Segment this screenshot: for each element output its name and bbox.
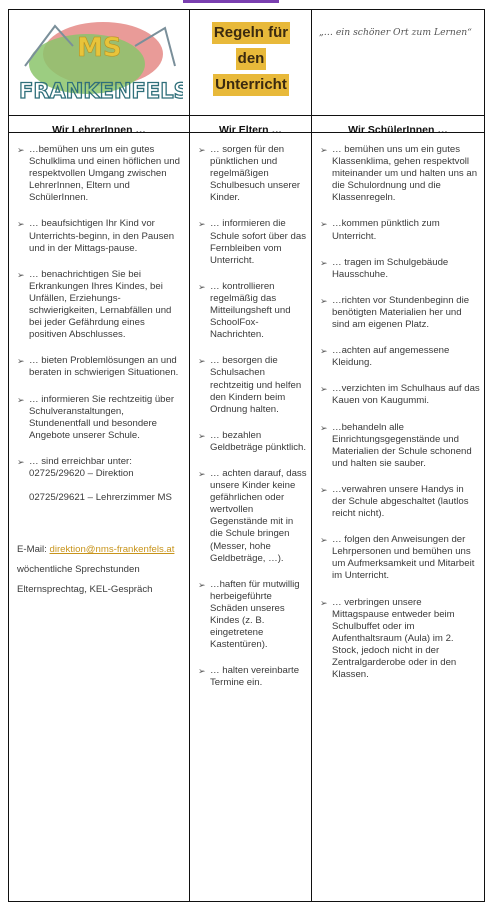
- column-heading-parents: Wir Eltern …: [219, 124, 282, 136]
- svg-text:MS: MS: [77, 33, 122, 63]
- arrow-bullet-icon: ➢: [320, 422, 328, 433]
- teachers-column: [17, 144, 183, 605]
- list-item: ➢ … besorgen die Schulsachen rechtzeitig und helfen den Kindern beim Ordnung halten.: [198, 355, 302, 415]
- parents-column: [198, 144, 308, 703]
- arrow-bullet-icon: ➢: [320, 346, 328, 357]
- column-divider: [189, 10, 190, 901]
- arrow-bullet-icon: ➢: [320, 145, 328, 155]
- list-item: ➢ …behandeln alle Einrichtungsgegenstände und Materialien der Schule schonend und halten sie sauber.: [320, 421, 472, 469]
- list-item: ➢ … bezahlen Geldbeträge pünktlich.: [198, 429, 306, 453]
- arrow-bullet-icon: ➢: [17, 145, 25, 155]
- arrow-bullet-icon: ➢: [198, 219, 206, 230]
- list-item: ➢ … halten vereinbarte Termine ein.: [198, 665, 300, 689]
- title-line: den: [236, 48, 267, 70]
- list-item: ➢ …haften für mutwillig herbeigeführte Schäden unseres Kindes (z. B. eingetretene Kastentüren).: [198, 578, 300, 651]
- arrow-bullet-icon: ➢: [17, 269, 25, 280]
- arrow-bullet-icon: ➢: [17, 394, 25, 405]
- motto-quote: „… ein schöner Ort zum Lernen“: [319, 27, 472, 38]
- office-hours: wöchentliche Sprechstunden: [17, 564, 140, 576]
- list-item: ➢ … sind erreichbar unter: 02725/29620 – Direktion 02725/29621 – Lehrerzimmer MS: [17, 455, 172, 504]
- title-line: Regeln für: [212, 22, 290, 44]
- rules-document: [8, 9, 485, 902]
- list-item: ➢ … sorgen für den pünktlichen und regelmäßigen Schulbesuch unserer Kinder.: [198, 144, 301, 204]
- arrow-bullet-icon: ➢: [320, 484, 328, 495]
- arrow-bullet-icon: ➢: [320, 384, 328, 395]
- arrow-bullet-icon: ➢: [320, 257, 328, 268]
- email-line: E-Mail: direktion@nms-frankenfels.at: [17, 544, 175, 556]
- phone-lehrerzimmer: 02725/29621 – Lehrerzimmer MS: [29, 492, 172, 504]
- list-item: ➢ … bemühen uns um ein gutes Klassenklima, gehen respektvoll miteinander um und halten uns an die Schulordnung und die Klassenregeln.: [320, 144, 478, 204]
- list-item: ➢ …bemühen uns um ein gutes Schulklima und einen höflichen und respektvollen Umgang zwischen LehrerInnen, Eltern und SchülerInnen.: [17, 144, 180, 204]
- page-title: [191, 20, 311, 120]
- arrow-bullet-icon: ➢: [17, 456, 25, 467]
- list-item: ➢ …achten auf angemessene Kleidung.: [320, 345, 450, 369]
- list-item: ➢ … bieten Problemlösungen an und beraten in schwierigen Situationen.: [17, 355, 179, 379]
- arrow-bullet-icon: ➢: [198, 145, 206, 155]
- list-item: ➢ … verbringen unsere Mittagspause entweder beim Schulbuffet oder im Aufenthaltsraum (Aula) im 2. Stock, jedoch nicht in der Zentralgarderobe oder in den Klassen.: [320, 596, 457, 681]
- list-item: ➢ … achten darauf, dass unsere Kinder keine gefährlichen oder wertvollen Gegenstände mit in die Schule bringen (Messer, hohe Geldbeträge, …).: [198, 467, 307, 564]
- list-item: ➢ … tragen im Schulgebäude Hausschuhe.: [320, 256, 449, 280]
- title-line: Unterricht: [213, 74, 289, 96]
- list-item: ➢ …verzichten im Schulhaus auf das Kauen von Kaugummi.: [320, 383, 480, 407]
- list-item: ➢ … informieren die Schule sofort über das Fernbleiben vom Unterricht.: [198, 218, 306, 266]
- arrow-bullet-icon: ➢: [198, 430, 206, 441]
- parent-meeting: Elternsprechtag, KEL-Gespräch: [17, 584, 153, 596]
- list-item: ➢ … beaufsichtigen Ihr Kind vor Unterrichts-beginn, in den Pausen und in der Mittags-pause.: [17, 218, 175, 254]
- top-accent-bar: [183, 0, 279, 3]
- list-item: ➢ …verwahren unsere Handys in der Schule abgeschaltet (lautlos reicht nicht).: [320, 483, 469, 520]
- arrow-bullet-icon: ➢: [17, 219, 25, 230]
- phone-direktion: 02725/29620 – Direktion: [29, 467, 134, 479]
- arrow-bullet-icon: ➢: [320, 295, 328, 306]
- school-logo: [15, 16, 183, 116]
- list-item: ➢ … folgen den Anweisungen der Lehrpersonen und bemühen uns um Aufmerksamkeit und Mitarbeit im Unterricht.: [320, 534, 475, 582]
- svg-text:FRANKENFELS: FRANKENFELS: [19, 79, 183, 103]
- column-heading-students: Wir SchülerInnen …: [348, 124, 448, 136]
- list-item: ➢ … kontrollieren regelmäßig das Mitteilungsheft und SchoolFox-Nachrichten.: [198, 280, 291, 341]
- arrow-bullet-icon: ➢: [320, 535, 328, 546]
- column-heading-teachers: Wir LehrerInnen …: [52, 124, 146, 136]
- arrow-bullet-icon: ➢: [320, 597, 328, 608]
- arrow-bullet-icon: ➢: [198, 666, 206, 677]
- arrow-bullet-icon: ➢: [17, 356, 25, 367]
- list-item: ➢ … informieren Sie rechtzeitig über Schulveranstaltungen, Stundenentfall und besondere Angebote unserer Schule.: [17, 393, 175, 441]
- arrow-bullet-icon: ➢: [198, 281, 206, 292]
- arrow-bullet-icon: ➢: [320, 219, 328, 230]
- arrow-bullet-icon: ➢: [198, 468, 206, 479]
- list-item: ➢ …richten vor Stundenbeginn die benötigten Materialien her und sind am eigenen Platz.: [320, 294, 470, 331]
- arrow-bullet-icon: ➢: [198, 579, 206, 590]
- students-column: [320, 144, 480, 695]
- email-link[interactable]: direktion@nms-frankenfels.at: [49, 544, 175, 556]
- arrow-bullet-icon: ➢: [198, 356, 206, 367]
- column-divider: [311, 10, 312, 901]
- list-item: ➢ …kommen pünktlich zum Unterricht.: [320, 218, 440, 242]
- list-item: ➢ … benachrichtigen Sie bei Erkrankungen Ihres Kindes, bei Unfällen, Erziehungs-schwierigkeiten, Lernabfällen und bei jeder Gefährdung eines positiven Abschlusses.: [17, 268, 172, 341]
